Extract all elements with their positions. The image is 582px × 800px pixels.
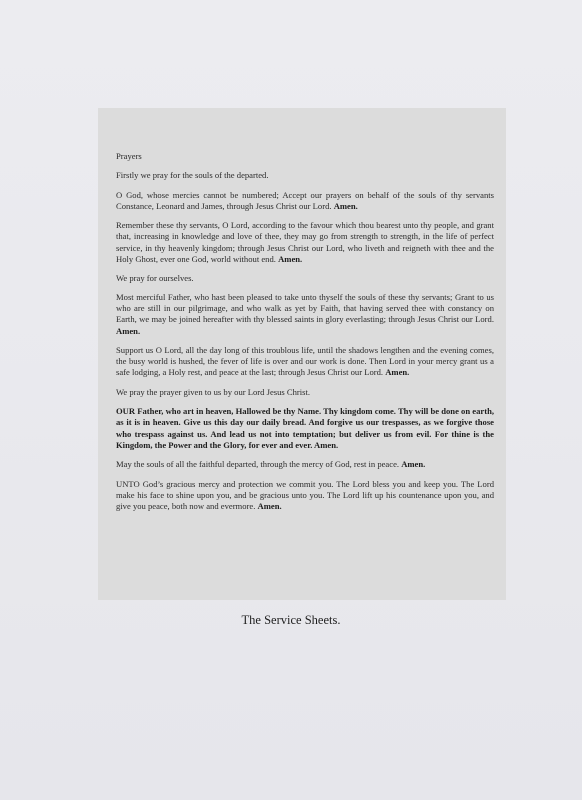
prayer-text: May the souls of all the faithful departed, through the mercy of God, rest in peace. bbox=[116, 459, 400, 470]
prayer-text: O God, whose mercies cannot be numbered; Accept our prayers on behalf of the souls of thy servants Constance, Leonard and James, through Jesus Christ our Lord. bbox=[116, 189, 494, 211]
intro-line: Firstly we pray for the souls of the departed. bbox=[116, 170, 269, 181]
page-caption: The Service Sheets. bbox=[241, 613, 341, 627]
lords-prayer-intro: We pray the prayer given to us by our Lord Jesus Christ. bbox=[116, 386, 311, 397]
amen-word: Amen. bbox=[333, 200, 358, 211]
prayer-text: Support us O Lord, all the day long of this troublous life, until the shadows lengthen and the evening comes, the busy world is hushed, the fever of life is over and our work is done. Then Lord in your mercy grant us a safe lodging, a Holy rest, and peace at the last; through Jesus Christ our Lord. bbox=[116, 344, 494, 378]
ourselves-line: We pray for ourselves. bbox=[116, 273, 194, 284]
prayer-paragraph-5 bbox=[116, 459, 494, 470]
amen-word: Amen. bbox=[257, 501, 282, 512]
prayer-paragraph-4 bbox=[116, 345, 494, 379]
amen-word: Amen. bbox=[278, 254, 303, 265]
prayer-paragraph-2 bbox=[116, 220, 494, 265]
service-sheet bbox=[98, 108, 506, 600]
prayer-paragraph-6 bbox=[116, 479, 494, 513]
prayer-paragraph-3 bbox=[116, 292, 494, 337]
prayer-paragraph-1 bbox=[116, 190, 494, 213]
amen-word: Amen. bbox=[385, 367, 410, 378]
amen-word: Amen. bbox=[116, 325, 141, 336]
amen-word: Amen. bbox=[401, 459, 426, 470]
lords-prayer: OUR Father, who art in heaven, Hallowed be thy Name. Thy kingdom come. Thy will be done on earth, as it is in heaven. Give us this day our daily bread. And forgive us our trespasses, as we forgive those who trespass against us. And lead us not into temptation; but deliver us from evil. For thine is the Kingdom, the Power and the Glory, for ever and ever. Amen. bbox=[116, 406, 494, 450]
prayer-text: Remember these thy servants, O Lord, according to the favour which thou bearest unto thy people, and grant that, increasing in knowledge and love of thee, they may go from strength to strength, in the life of perfect service, in thy heavenly kingdom; through Jesus Christ our Lord, who liveth and reigneth with thee and the Holy Ghost, ever one God, world without end. bbox=[116, 220, 494, 265]
prayer-text: UNTO God’s gracious mercy and protection we commit you. The Lord bless you and keep you. The Lord make his face to shine upon you, and be gracious unto you. The Lord lift up his countenance upon you, and give you peace, both now and evermore. bbox=[116, 478, 494, 512]
prayer-text: Most merciful Father, who hast been pleased to take unto thyself the souls of these thy servants; Grant to us who are still in our pilgrimage, and who walk as yet by Faith, that having served thee with constancy on Earth, we may be joined hereafter with thy blessed saints in glory everlasting; through Jesus Christ our Lord. bbox=[116, 291, 494, 325]
sheet-heading: Prayers bbox=[116, 151, 142, 161]
